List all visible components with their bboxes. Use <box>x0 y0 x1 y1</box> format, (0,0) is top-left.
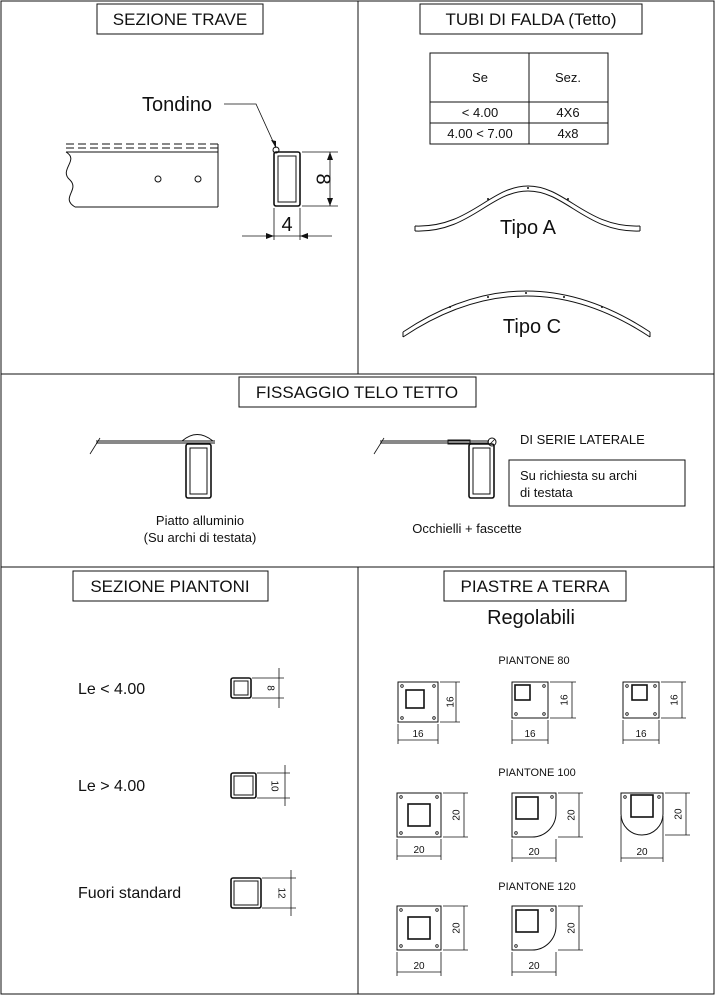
table-cell: 4x8 <box>557 126 579 141</box>
plate-120-a <box>397 906 468 976</box>
plate-dim: 20 <box>673 808 685 820</box>
table-cell: 4.00 < 7.00 <box>447 126 513 141</box>
plate-80-a <box>398 682 460 744</box>
section-piastre <box>397 571 690 976</box>
tondino-leader <box>224 104 276 148</box>
plate-80-c <box>623 682 686 744</box>
plate-dim: 16 <box>445 696 457 708</box>
table-header: Se <box>472 70 488 85</box>
piantone-dim: 8 <box>264 685 276 691</box>
section-tubi-di-falda <box>403 4 650 338</box>
plate-dim: 20 <box>451 809 463 821</box>
table-cell: < 4.00 <box>461 105 499 120</box>
piantone-group-label: PIANTONE 80 <box>498 655 570 667</box>
piantone-section-10 <box>231 765 290 806</box>
section-piantoni <box>73 571 296 916</box>
plate-dim: 16 <box>669 694 681 706</box>
tipo-a-label: Tipo A <box>500 217 556 239</box>
tipo-c-label: Tipo C <box>502 316 562 338</box>
table-cell: 4X6 <box>556 105 580 120</box>
plate-dim: 20 <box>566 922 578 934</box>
tondino-label: Tondino <box>142 94 213 116</box>
plate-dim: 20 <box>528 961 540 972</box>
plate-dim: 20 <box>636 847 648 858</box>
section-fissaggio <box>90 377 685 545</box>
plate-dim: 20 <box>413 961 425 972</box>
sezioni-table <box>430 53 608 144</box>
plate-dim: 16 <box>559 694 571 706</box>
dim-height: 8 <box>311 173 334 185</box>
plate-100-b <box>512 793 583 862</box>
piatto-caption-sub: (Su archi di testata) <box>143 530 257 545</box>
plate-dim: 20 <box>451 922 463 934</box>
piantone-group-label: PIANTONE 120 <box>498 881 576 893</box>
dim-width: 4 <box>281 214 293 236</box>
plate-120-b <box>512 906 583 976</box>
di-serie-label: DI SERIE LATERALE <box>520 432 645 447</box>
plate-100-c <box>621 793 690 862</box>
occhielli-detail <box>374 438 496 498</box>
piatto-caption: Piatto alluminio <box>155 513 245 528</box>
plate-dim: 16 <box>635 729 647 740</box>
piantone-dim: 10 <box>268 780 280 792</box>
richiesta-line-2: di testata <box>520 485 573 500</box>
piatto-detail <box>90 435 215 499</box>
piantone-dim: 12 <box>275 887 287 899</box>
plate-dim: 16 <box>524 729 536 740</box>
beam-side-view <box>66 144 218 207</box>
occhielli-caption: Occhielli + fascette <box>412 521 522 536</box>
plate-dim: 16 <box>412 729 424 740</box>
section-title: FISSAGGIO TELO TETTO <box>255 383 459 402</box>
richiesta-line-1: Su richiesta su archi <box>520 468 638 483</box>
section-title: SEZIONE PIANTONI <box>90 577 250 596</box>
table-header: Sez. <box>554 70 582 85</box>
frame <box>1 1 714 994</box>
piantone-group-label: PIANTONE 100 <box>498 767 576 779</box>
piantone-row-label: Le < 4.00 <box>78 681 146 698</box>
piantone-row-label: Le > 4.00 <box>78 778 146 795</box>
plate-dim: 20 <box>413 845 425 856</box>
piastre-subtitle: Regolabili <box>487 607 575 629</box>
plate-100-a <box>397 793 468 860</box>
section-title: SEZIONE TRAVE <box>112 10 248 29</box>
section-title: TUBI DI FALDA (Tetto) <box>445 10 617 29</box>
plate-80-b <box>512 682 576 744</box>
piantone-row-label: Fuori standard <box>78 885 182 902</box>
section-title: PIASTRE A TERRA <box>460 577 610 596</box>
plate-dim: 20 <box>528 847 540 858</box>
plate-dim: 20 <box>566 809 578 821</box>
section-sezione-trave <box>66 4 338 240</box>
